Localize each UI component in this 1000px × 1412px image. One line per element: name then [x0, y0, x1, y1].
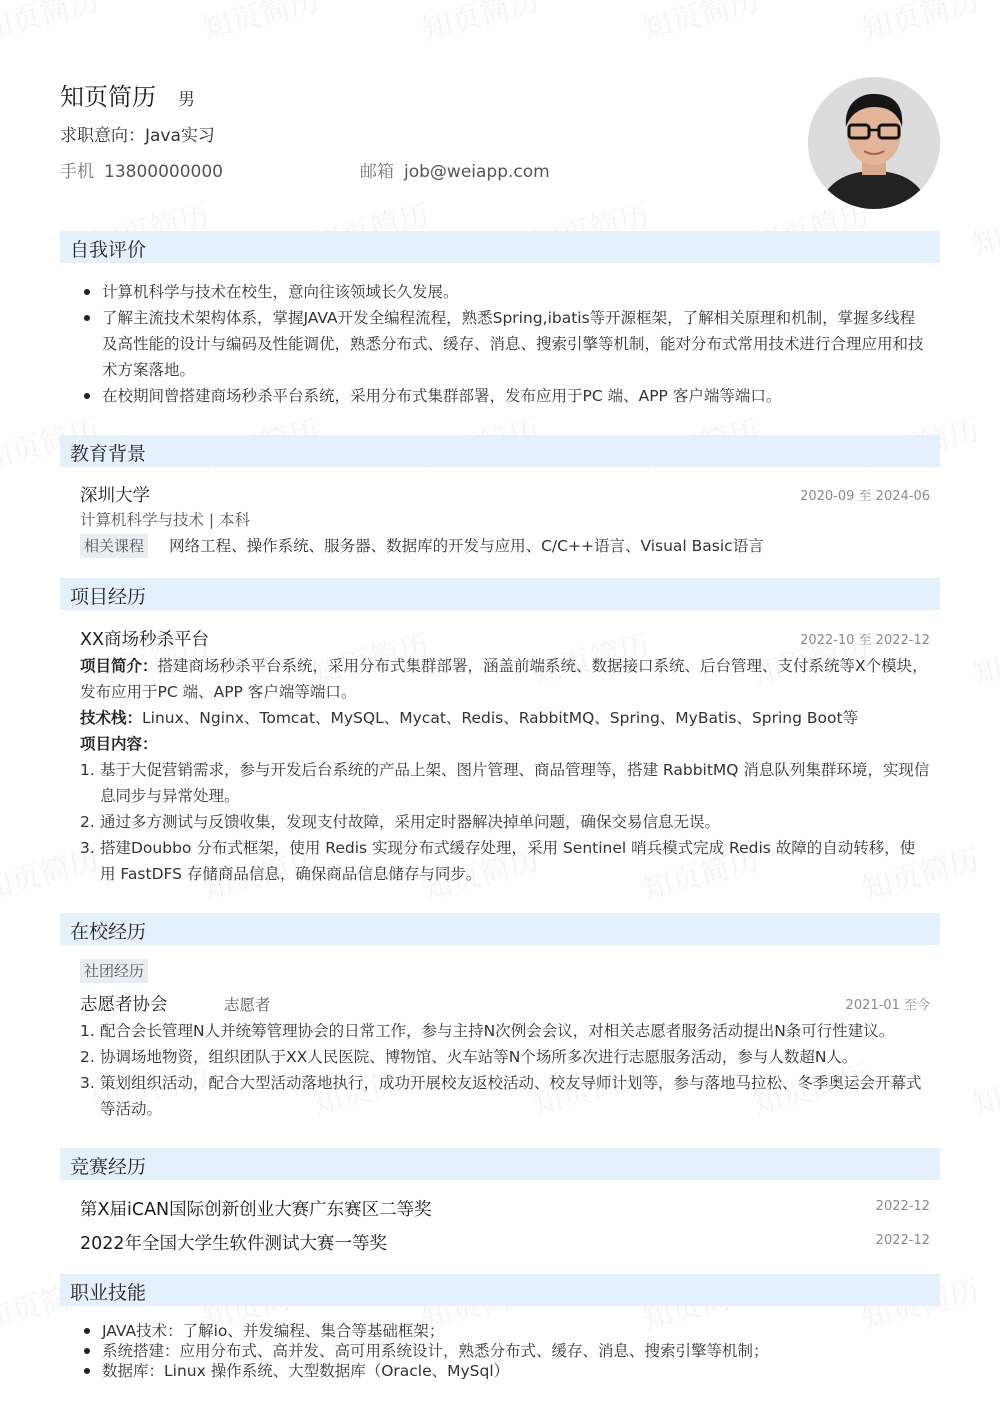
project-content-list: [80, 757, 930, 887]
candidate-name: 知页简历: [60, 83, 156, 111]
list-item: 2. 协调场地物资，组织团队于XX人民医院、博物馆、火车站等N个场所多次进行志愿服务活动，参与人数超N人。: [80, 1048, 858, 1066]
school-name: 深圳大学: [80, 486, 150, 506]
project-intro: [80, 653, 930, 705]
section-campus: [60, 913, 940, 945]
list-item: 计算机科学与技术在校生，意向往该领域长久发展。: [80, 279, 930, 305]
project-stack-text: Linux、Nginx、Tomcat、MySQL、Mycat、Redis、RabbitMQ、Spring、MyBatis、Spring Boot等: [142, 709, 859, 727]
major-degree: 计算机科学与技术 | 本科: [80, 511, 251, 529]
list-item: 2. 通过多方测试与反馈收集，发现支付故障，采用定时器解决掉单问题，确保交易信息无误。: [80, 813, 721, 831]
email-label: 邮箱: [360, 162, 394, 182]
project-intro-text: 搭建商场秒杀平台系统，采用分布式集群部署，涵盖前端系统、数据接口系统、后台管理、支付系统等X个模块，发布应用于PC 端、APP 客户端等端口。: [80, 657, 928, 701]
project-name: XX商场秒杀平台: [80, 630, 209, 650]
competition-date: 2022-12: [875, 1233, 930, 1248]
section-projects: [60, 578, 940, 610]
candidate-gender: 男: [178, 90, 195, 110]
list-item: JAVA技术：了解io、并发编程、集合等基础框架；: [80, 1321, 930, 1341]
job-intent: 求职意向：Java实习: [60, 126, 215, 146]
section-title: 职业技能: [70, 1282, 147, 1304]
section-title: 竞赛经历: [70, 1156, 147, 1178]
self-evaluation-list: [80, 279, 930, 409]
courses-row: [80, 533, 764, 559]
project-stack-label: 技术栈：: [80, 709, 143, 727]
list-item: 了解主流技术架构体系，掌握JAVA开发全编程流程，熟悉Spring,ibatis等开源框架，了解相关原理和机制，掌握多线程及高性能的设计与编码及性能调优，熟悉分布式、缓存、消息、搜索引擎等机制，能对分布式常用技术进行合理应用和技术方案落地。: [80, 305, 930, 383]
competition-name: 2022年全国大学生软件测试大赛一等奖: [80, 1234, 388, 1254]
project-intro-label: 项目简介：: [80, 657, 158, 675]
list-item: 在校期间曾搭建商场秒杀平台系统，采用分布式集群部署，发布应用于PC 端、APP 客户端等端口。: [80, 383, 930, 409]
education-date: 2020-09 至 2024-06: [800, 489, 930, 504]
phone-value: 13800000000: [104, 162, 223, 182]
email-info: [360, 157, 550, 182]
skills-list: [80, 1321, 930, 1381]
list-item: 数据库：Linux 操作系统、大型数据库（Oracle、MySql）: [80, 1361, 930, 1381]
list-item: 3. 搭建Doubbo 分布式框架，使用 Redis 实现分布式缓存处理，采用 Sentinel 哨兵模式完成 Redis 故障的自动转移，使用 FastDFS 存储商品信息，确保商品信息储存与同步。: [80, 839, 916, 883]
phone-info: [60, 157, 223, 182]
section-title: 教育背景: [70, 443, 147, 465]
project-date: 2022-10 至 2022-12: [800, 633, 930, 648]
courses-value: 网络工程、操作系统、服务器、数据库的开发与应用、C/C++语言、Visual Basic语言: [169, 537, 764, 555]
org-role: 志愿者: [224, 996, 271, 1014]
section-competitions: [60, 1148, 940, 1180]
list-item: 1. 基于大促营销需求，参与开发后台系统的产品上架、图片管理、商品管理等，搭建 RabbitMQ 消息队列集群环境，实现信息同步与异常处理。: [80, 761, 930, 805]
section-education: [60, 435, 940, 467]
section-title: 项目经历: [70, 586, 147, 608]
list-item: 1. 配合会长管理N人并统筹管理协会的日常工作，参与主持N次例会会议，对相关志愿者服务活动提出N条可行性建议。: [80, 1022, 895, 1040]
project-content-label: 项目内容：: [80, 735, 158, 753]
org-name: 志愿者协会: [80, 995, 168, 1015]
competition-date: 2022-12: [875, 1199, 930, 1214]
project-stack: [80, 705, 930, 731]
section-title: 在校经历: [70, 921, 147, 943]
section-title: 自我评价: [70, 239, 147, 261]
courses-tag: 相关课程: [80, 534, 148, 558]
list-item: 系统搭建：应用分布式、高并发、高可用系统设计，熟悉分布式、缓存、消息、搜索引擎等机制；: [80, 1341, 930, 1361]
section-self-evaluation: [60, 231, 940, 263]
campus-tag: 社团经历: [80, 959, 148, 983]
phone-label: 手机: [60, 162, 94, 182]
campus-list: [80, 1018, 930, 1122]
section-skills: [60, 1274, 940, 1306]
campus-tag-row: [80, 959, 148, 983]
competition-name: 第X届iCAN国际创新创业大赛广东赛区二等奖: [80, 1200, 432, 1220]
campus-date: 2021-01 至今: [845, 998, 930, 1013]
list-item: 3. 策划组织活动，配合大型活动落地执行，成功开展校友返校活动、校友导师计划等，参与落地马拉松、冬季奥运会开幕式等活动。: [80, 1074, 922, 1118]
email-value: job@weiapp.com: [404, 162, 550, 182]
avatar-photo: [808, 77, 940, 209]
